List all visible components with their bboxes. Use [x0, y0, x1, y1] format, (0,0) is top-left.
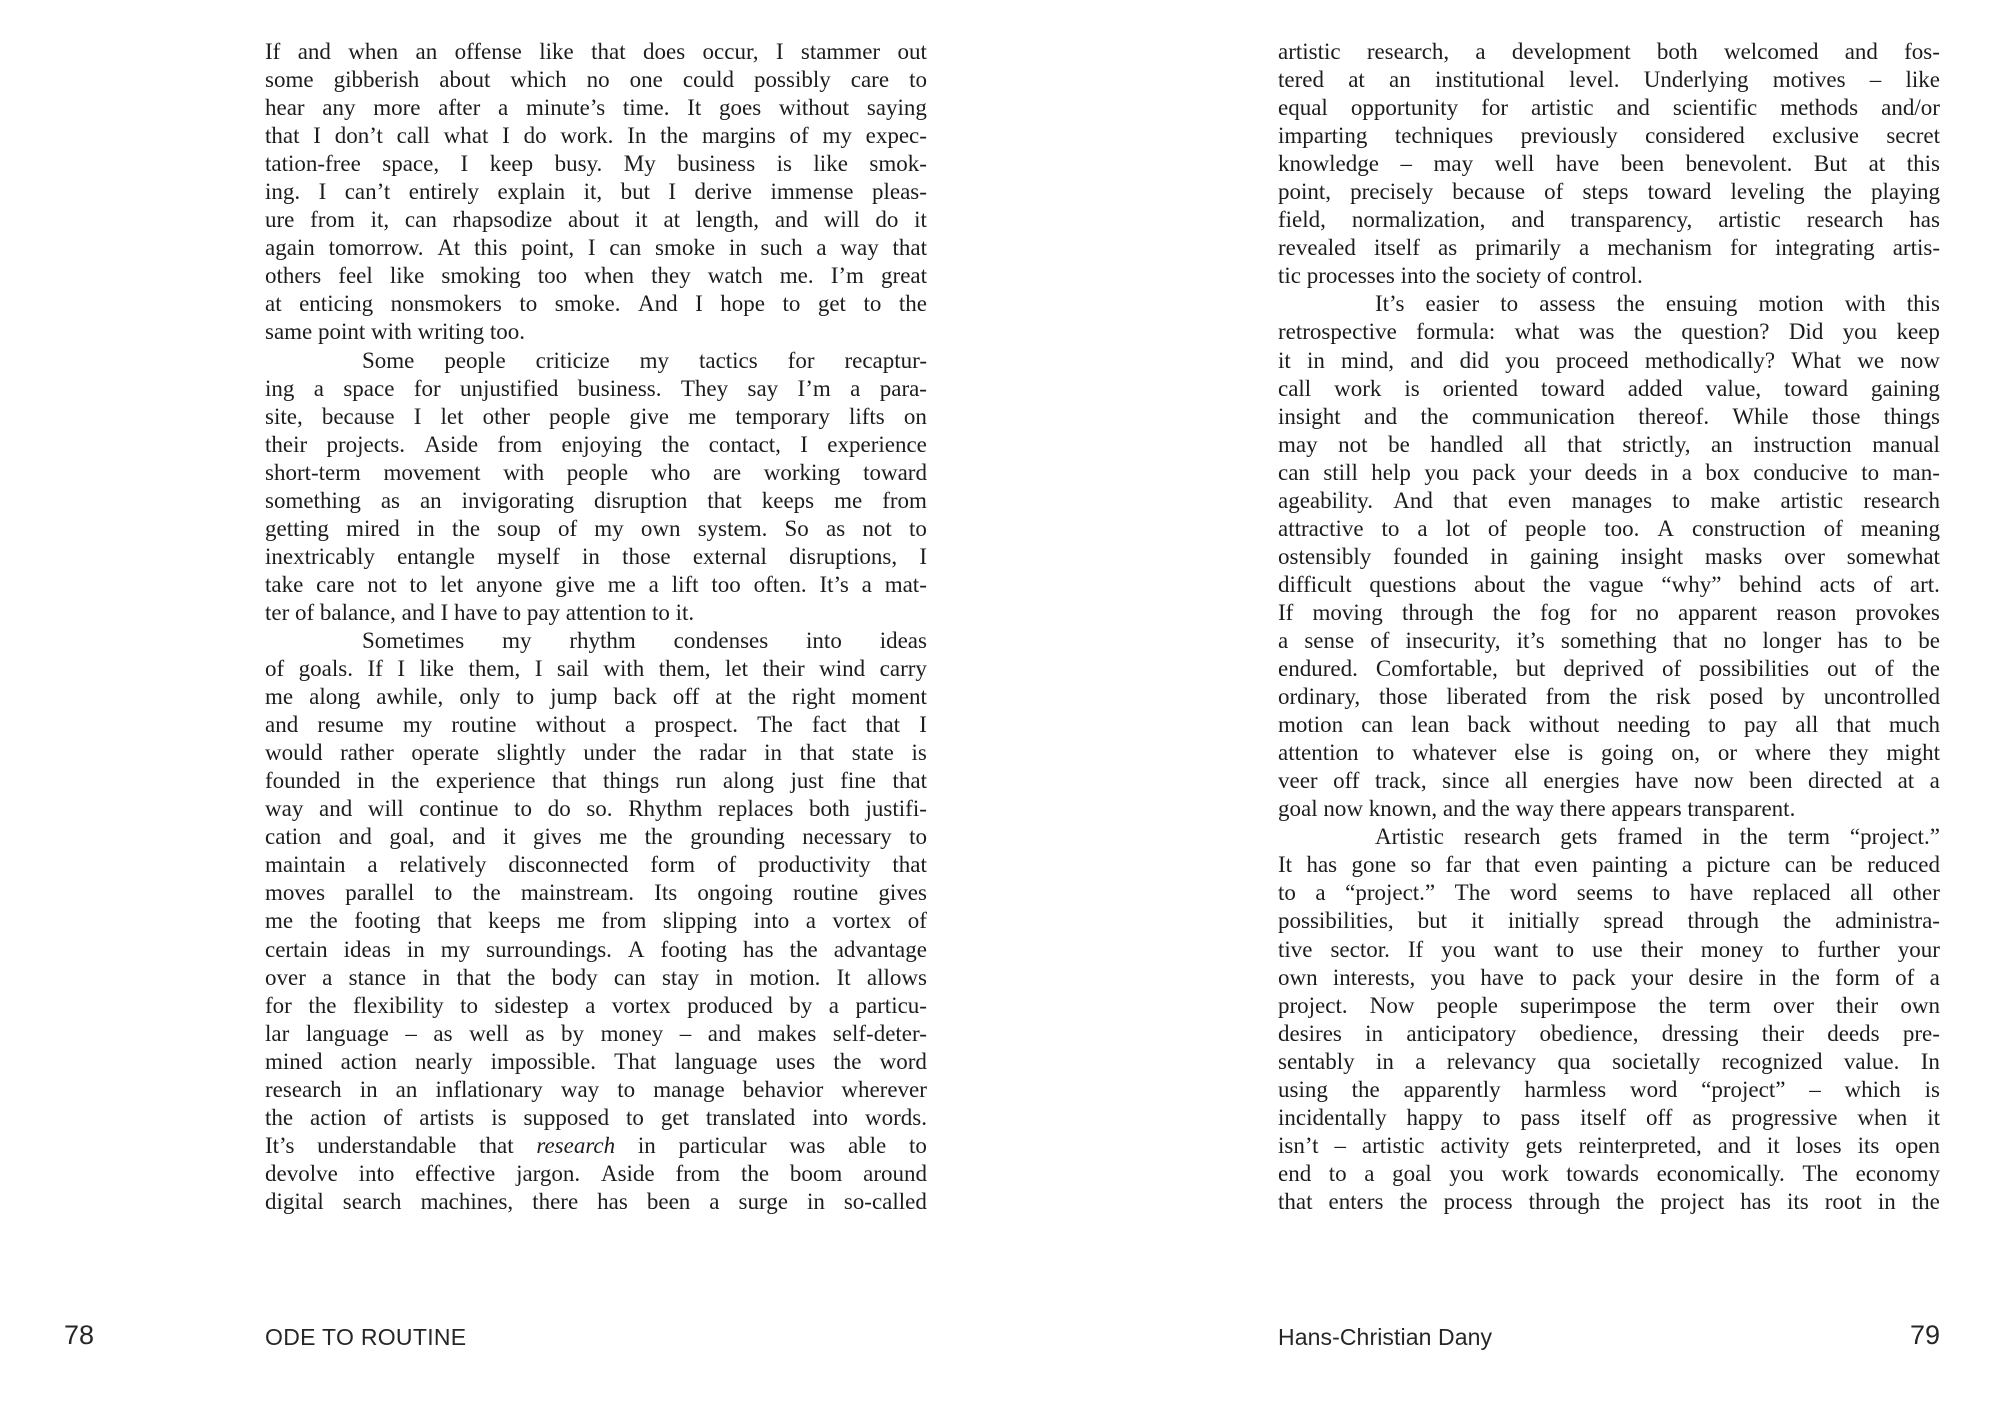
text-line: ordinary, those liberated from the risk posed by uncontrolled — [1278, 684, 1940, 710]
text-line: certain ideas in my surroundings. A footing has the advantage — [265, 936, 927, 962]
text-line: way and will continue to do so. Rhythm replaces both justifi- — [265, 796, 927, 822]
text-line: ageability. And that even manages to make artistic research — [1278, 487, 1940, 513]
text-line: If moving through the fog for no apparent reason provokes — [1278, 599, 1940, 625]
text-line: may not be handled all that strictly, an instruction manual — [1278, 431, 1940, 457]
author-name: Hans-Christian Dany — [1278, 1324, 1493, 1350]
text-line: tic processes into the society of control. — [1278, 263, 1643, 289]
right-page-text-column — [1278, 38, 1940, 1216]
text-line: ing. I can’t entirely explain it, but I derive immense pleas- — [265, 179, 927, 205]
text-line: moves parallel to the mainstream. Its ongoing routine gives — [265, 880, 927, 906]
text-line: their projects. Aside from enjoying the contact, I experience — [265, 431, 927, 457]
text-line: short-term movement with people who are working toward — [265, 459, 927, 485]
text-line: attractive to a lot of people too. A construction of meaning — [1278, 515, 1940, 541]
text-line: site, because I let other people give me temporary lifts on — [265, 403, 927, 429]
left-page-number: 78 — [64, 1320, 95, 1350]
text-line: attention to whatever else is going on, or where they might — [1278, 740, 1940, 766]
text-line: equal opportunity for artistic and scientific methods and/or — [1278, 95, 1940, 121]
text-line: that I don’t call what I do work. In the margins of my expec- — [265, 123, 927, 149]
text-line: something as an invigorating disruption that keeps me from — [265, 487, 927, 513]
text-line: retrospective formula: what was the question? Did you keep — [1278, 319, 1940, 345]
text-line: take care not to let anyone give me a lift too often. It’s a mat- — [265, 571, 927, 597]
text-line: difficult questions about the vague “why” behind acts of art. — [1278, 571, 1940, 597]
text-line: research in an inflationary way to manage behavior wherever — [265, 1076, 927, 1102]
text-line: project. Now people superimpose the term over their own — [1278, 992, 1940, 1018]
text-line: lar language – as well as by money – and makes self-deter- — [265, 1020, 927, 1046]
text-line: imparting techniques previously considered exclusive secret — [1278, 123, 1940, 149]
text-line: would rather operate slightly under the radar in that state is — [265, 740, 927, 766]
text-line: a sense of insecurity, it’s something that no longer has to be — [1278, 627, 1940, 653]
text-line: some gibberish about which no one could possibly care to — [265, 67, 927, 93]
text-line: revealed itself as primarily a mechanism for integrating artis- — [1278, 235, 1940, 261]
text-line: and resume my routine without a prospect. The fact that I — [265, 712, 927, 738]
text-line: hear any more after a minute’s time. It goes without saying — [265, 95, 927, 121]
text-line: ter of balance, and I have to pay attention to it. — [265, 599, 695, 625]
text-line: insight and the communication thereof. While those things — [1278, 403, 1940, 429]
text-line: at enticing nonsmokers to smoke. And I hope to get to the — [265, 291, 927, 317]
text-line: possibilities, but it initially spread through the administra- — [1278, 908, 1940, 934]
text-line: own interests, you have to pack your desire in the form of a — [1278, 964, 1940, 990]
text-line: me along awhile, only to jump back off at the right moment — [265, 684, 927, 710]
text-line: point, precisely because of steps toward leveling the playing — [1278, 179, 1940, 205]
text-line: knowledge – may well have been benevolent. But at this — [1278, 151, 1940, 177]
text-line: maintain a relatively disconnected form of productivity that — [265, 852, 927, 878]
text-line: ure from it, can rhapsodize about it at length, and will do it — [265, 207, 927, 233]
text-line: endured. Comfortable, but deprived of possibilities out of the — [1278, 656, 1940, 682]
text-line: Artistic research gets framed in the term “project.” — [1375, 824, 1940, 850]
text-line: devolve into effective jargon. Aside from the boom around — [265, 1160, 927, 1186]
text-line: ostensibly founded in gaining insight masks over somewhat — [1278, 543, 1940, 569]
text-line: field, normalization, and transparency, artistic research has — [1278, 207, 1940, 233]
text-line: artistic research, a development both welcomed and fos- — [1278, 39, 1940, 64]
text-line: for the flexibility to sidestep a vortex produced by a particu- — [265, 992, 927, 1018]
text-line: ing a space for unjustified business. They say I’m a para- — [265, 375, 927, 401]
text-line: motion can lean back without needing to pay all that much — [1278, 712, 1940, 738]
text-line: others feel like smoking too when they watch me. I’m great — [265, 263, 927, 289]
text-line: goal now known, and the way there appears transparent. — [1278, 796, 1796, 822]
text-line: inextricably entangle myself in those external disruptions, I — [265, 543, 927, 569]
text-line: If and when an offense like that does occur, I stammer out — [265, 39, 927, 64]
text-line: tered at an institutional level. Underlying motives – like — [1278, 67, 1940, 93]
text-line: Some people criticize my tactics for recaptur- — [362, 347, 927, 373]
text-line: me the footing that keeps me from slipping into a vortex of — [265, 908, 927, 934]
text-line: desires in anticipatory obedience, dressing their deeds pre- — [1278, 1020, 1940, 1046]
running-title: ODE TO ROUTINE — [265, 1324, 467, 1350]
text-line: it in mind, and did you proceed methodically? What we now — [1278, 347, 1940, 373]
text-line: mined action nearly impossible. That language uses the word — [265, 1048, 927, 1074]
text-line: It’s understandable that research in particular was able to — [265, 1132, 927, 1158]
text-line: same point with writing too. — [265, 319, 526, 345]
text-line: incidentally happy to pass itself off as progressive when it — [1278, 1104, 1940, 1130]
text-line: sentably in a relevancy qua societally recognized value. In — [1278, 1048, 1940, 1074]
right-page-number: 79 — [1909, 1320, 1940, 1350]
text-line: cation and goal, and it gives me the grounding necessary to — [265, 824, 927, 850]
text-line: that enters the process through the project has its root in the — [1278, 1188, 1940, 1214]
text-line: again tomorrow. At this point, I can smoke in such a way that — [265, 235, 927, 261]
text-line: It has gone so far that even painting a picture can be reduced — [1278, 852, 1940, 878]
text-line: can still help you pack your deeds in a box conducive to man- — [1278, 459, 1940, 485]
text-line: isn’t – artistic activity gets reinterpreted, and it loses its open — [1278, 1132, 1940, 1158]
text-line: call work is oriented toward added value, toward gaining — [1278, 375, 1940, 401]
text-line: getting mired in the soup of my own system. So as not to — [265, 515, 927, 541]
text-line: It’s easier to assess the ensuing motion with this — [1375, 291, 1940, 317]
text-line: of goals. If I like them, I sail with them, let their wind carry — [265, 656, 927, 682]
text-line: using the apparently harmless word “project” – which is — [1278, 1076, 1940, 1102]
text-line: the action of artists is supposed to get translated into words. — [265, 1104, 927, 1130]
text-line: digital search machines, there has been a surge in so-called — [265, 1188, 927, 1214]
text-line: veer off track, since all energies have now been directed at a — [1278, 768, 1940, 794]
text-line: end to a goal you work towards economically. The economy — [1278, 1160, 1940, 1186]
text-line: Sometimes my rhythm condenses into ideas — [362, 627, 927, 653]
text-line: to a “project.” The word seems to have replaced all other — [1278, 880, 1940, 906]
text-line: over a stance in that the body can stay in motion. It allows — [265, 964, 927, 990]
left-page-text-column — [265, 38, 927, 1216]
text-line: tation-free space, I keep busy. My business is like smok- — [265, 151, 927, 177]
text-line: tive sector. If you want to use their money to further your — [1278, 936, 1940, 962]
text-line: founded in the experience that things run along just fine that — [265, 768, 927, 794]
